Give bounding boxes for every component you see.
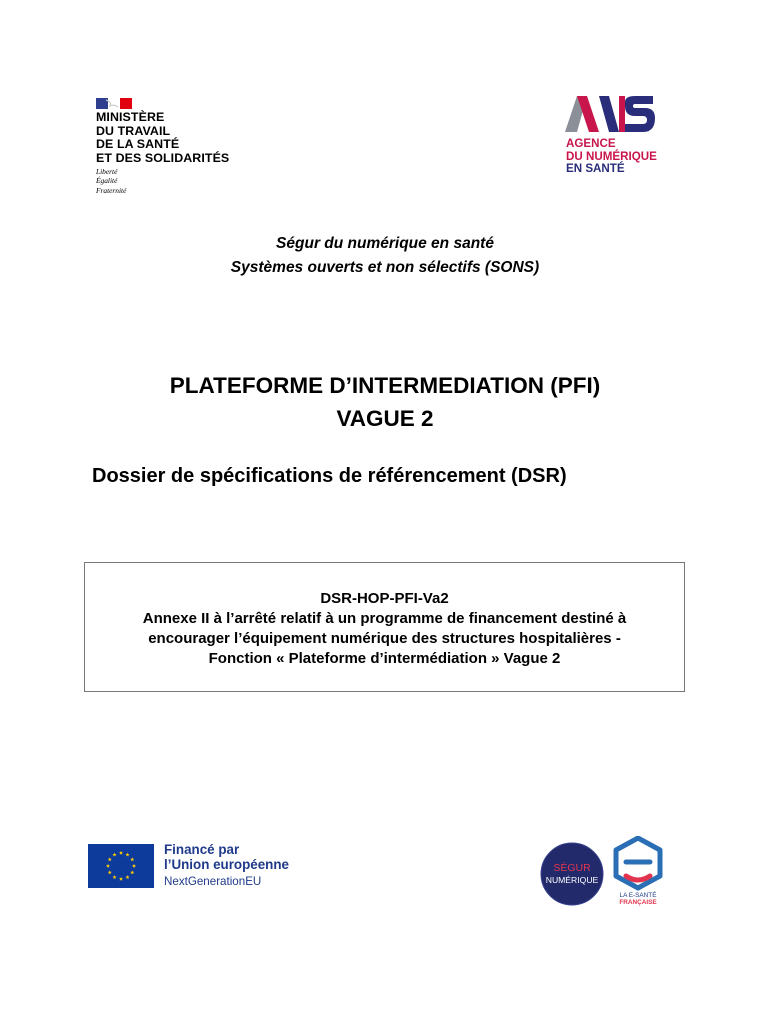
reference-line: Annexe II à l’arrêté relatif à un programme de financement destiné à — [142, 610, 627, 627]
title-line: PLATEFORME D’INTERMEDIATION (PFI) — [169, 373, 601, 398]
funding-line: Financé par — [164, 842, 240, 857]
segur-logo-line: SÉGUR — [553, 862, 591, 874]
document-type: Dossier de spécifications de référencement (DSR) — [92, 465, 567, 487]
title-line: VAGUE 2 — [336, 406, 434, 431]
republic-flag-icon — [96, 98, 132, 109]
agency-line: DU NUMÉRIQUE — [566, 149, 657, 163]
ministry-name — [96, 111, 229, 165]
motto-line: Fraternité — [96, 185, 127, 195]
segur-numerique-logo — [540, 842, 604, 906]
esante-logo-line: LA E-SANTÉ — [619, 892, 657, 899]
segur-logo-line: NUMÉRIQUE — [545, 875, 599, 885]
motto-line: Liberté — [96, 167, 118, 176]
republic-motto — [96, 167, 126, 195]
funding-label — [164, 842, 289, 889]
ministry-line: DU TRAVAIL — [96, 123, 171, 138]
reference-line: encourager l’équipement numérique des structures hospitalières - — [148, 630, 621, 647]
agency-line: EN SANTÉ — [566, 162, 625, 176]
agency-line: AGENCE — [566, 137, 616, 150]
eu-flag-icon — [88, 844, 154, 888]
document-title — [0, 369, 770, 435]
funding-program: NextGenerationEU — [164, 875, 262, 888]
reference-line: Fonction « Plateforme d’intermédiation » Vague 2 — [208, 650, 561, 667]
esante-logo-line: FRANÇAISE — [619, 899, 657, 906]
reference-box — [84, 562, 685, 692]
ministry-line: DE LA SANTÉ — [96, 137, 180, 152]
ministry-line: MINISTÈRE — [96, 110, 165, 124]
funding-line: l’Union européenne — [164, 857, 289, 872]
program-subtitle: Ségur du numérique en santé — [276, 235, 494, 252]
ministry-line: ET DES SOLIDARITÉS — [96, 150, 230, 165]
program-subtitle: Systèmes ouverts et non sélectifs (SONS) — [230, 259, 540, 276]
agency-name — [566, 138, 657, 176]
esante-logo — [612, 836, 664, 906]
reference-code: DSR-HOP-PFI-Va2 — [320, 590, 449, 607]
motto-line: Égalité — [96, 176, 118, 186]
ans-logo-icon — [563, 92, 657, 134]
